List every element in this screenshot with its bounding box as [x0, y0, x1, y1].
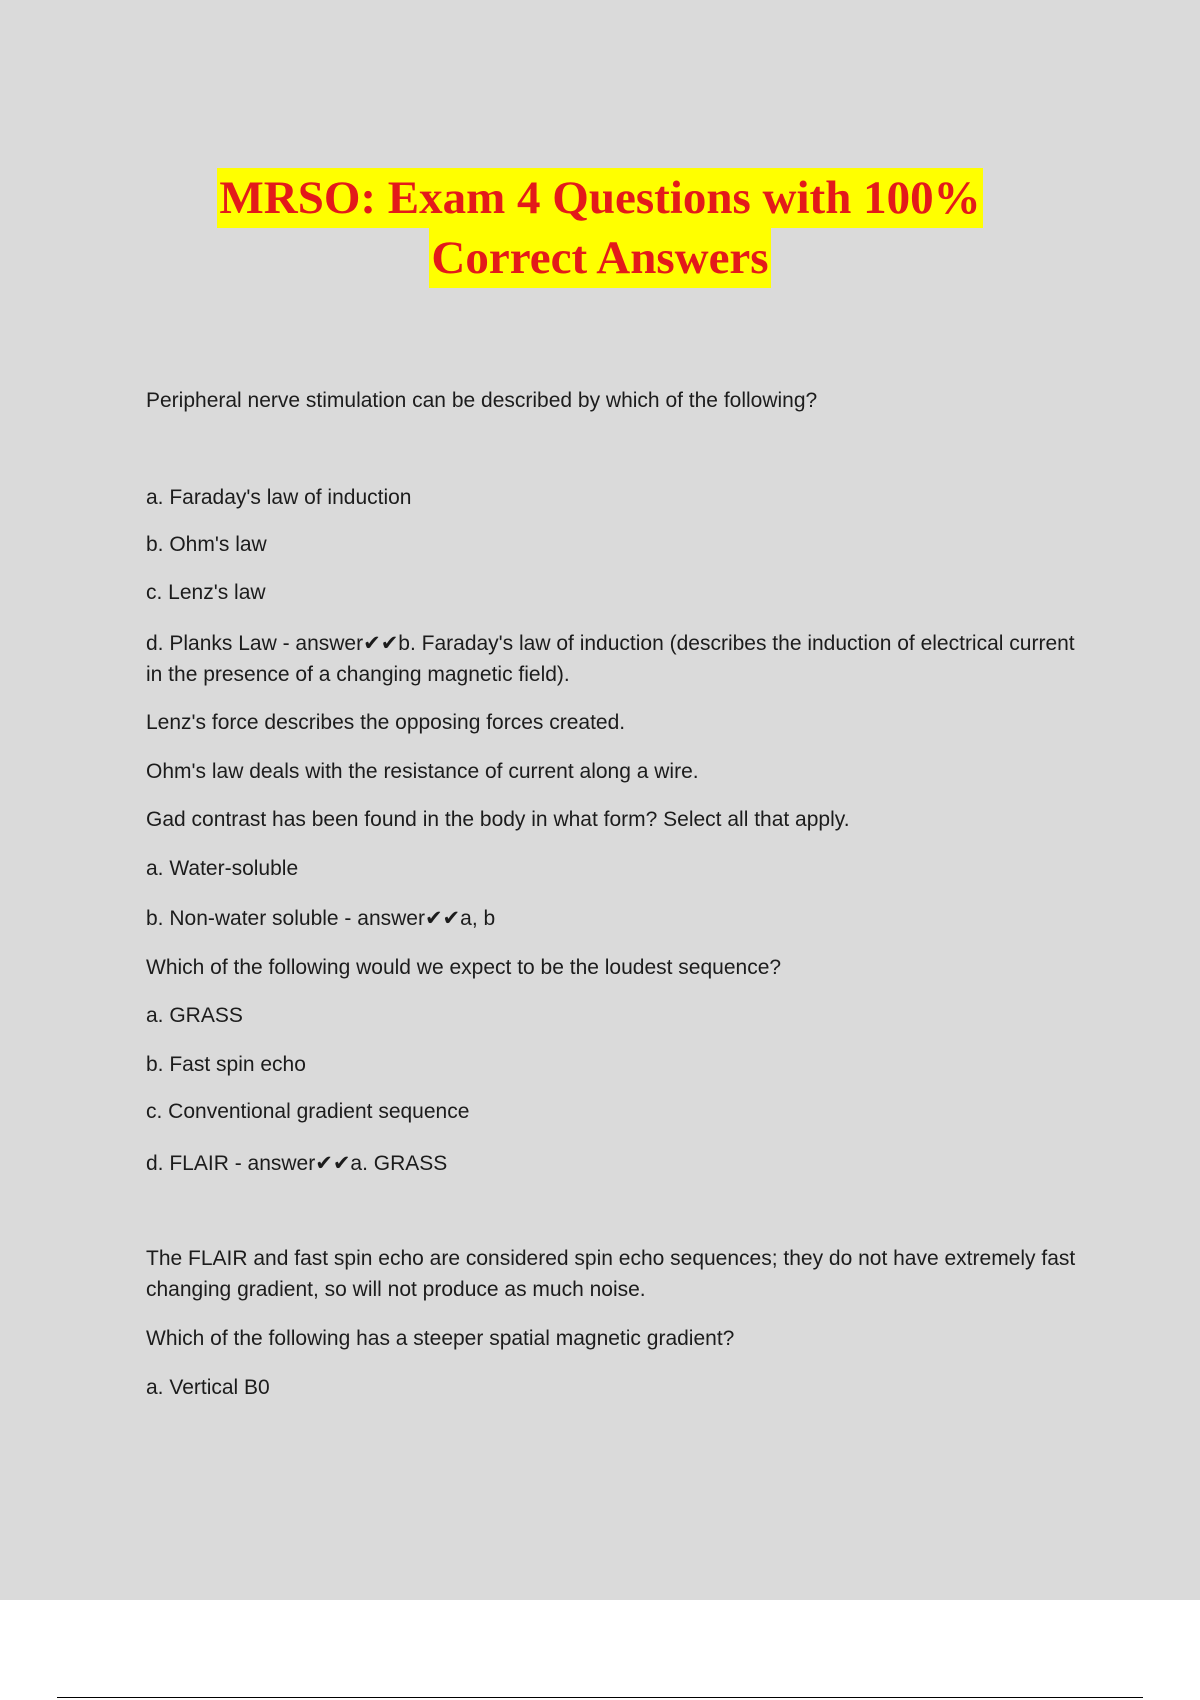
- title-line-1: MRSO: Exam 4 Questions with 100%: [217, 168, 982, 228]
- question-text: Which of the following has a steeper spatial magnetic gradient?: [146, 1327, 735, 1350]
- page-divider: [57, 1697, 1143, 1698]
- answer-option: a. Vertical B0: [146, 1376, 270, 1399]
- question-text: Which of the following would we expect to be the loudest sequence?: [146, 956, 782, 979]
- question-text: Peripheral nerve stimulation can be described by which of the following?: [146, 389, 818, 412]
- question-text: Gad contrast has been found in the body in what form? Select all that apply.: [146, 808, 850, 831]
- explanation-text: Lenz's force describes the opposing forces created.: [146, 711, 626, 734]
- answer-option-with-answer: b. Non-water soluble - answer✔✔a, b: [146, 907, 496, 930]
- answer-option-with-answer: d. Planks Law - answer✔✔b. Faraday's law of induction (describes the induction of electrical current in the presence of a changing magnetic field).: [146, 632, 1075, 686]
- answer-option: a. Faraday's law of induction: [146, 486, 412, 509]
- answer-option: b. Ohm's law: [146, 533, 267, 556]
- answer-option-with-answer: d. FLAIR - answer✔✔a. GRASS: [146, 1152, 448, 1175]
- title-line-2: Correct Answers: [429, 228, 770, 288]
- answer-option: a. Water-soluble: [146, 857, 299, 880]
- explanation-text: The FLAIR and fast spin echo are considered spin echo sequences; they do not have extremely fast changing gradient, so will not produce as much noise.: [146, 1247, 1076, 1301]
- answer-option: c. Lenz's law: [146, 581, 266, 604]
- answer-option: a. GRASS: [146, 1004, 243, 1027]
- explanation-text: Ohm's law deals with the resistance of current along a wire.: [146, 760, 699, 783]
- document-title: [0, 168, 1200, 288]
- answer-option: c. Conventional gradient sequence: [146, 1100, 470, 1123]
- answer-option: b. Fast spin echo: [146, 1053, 306, 1076]
